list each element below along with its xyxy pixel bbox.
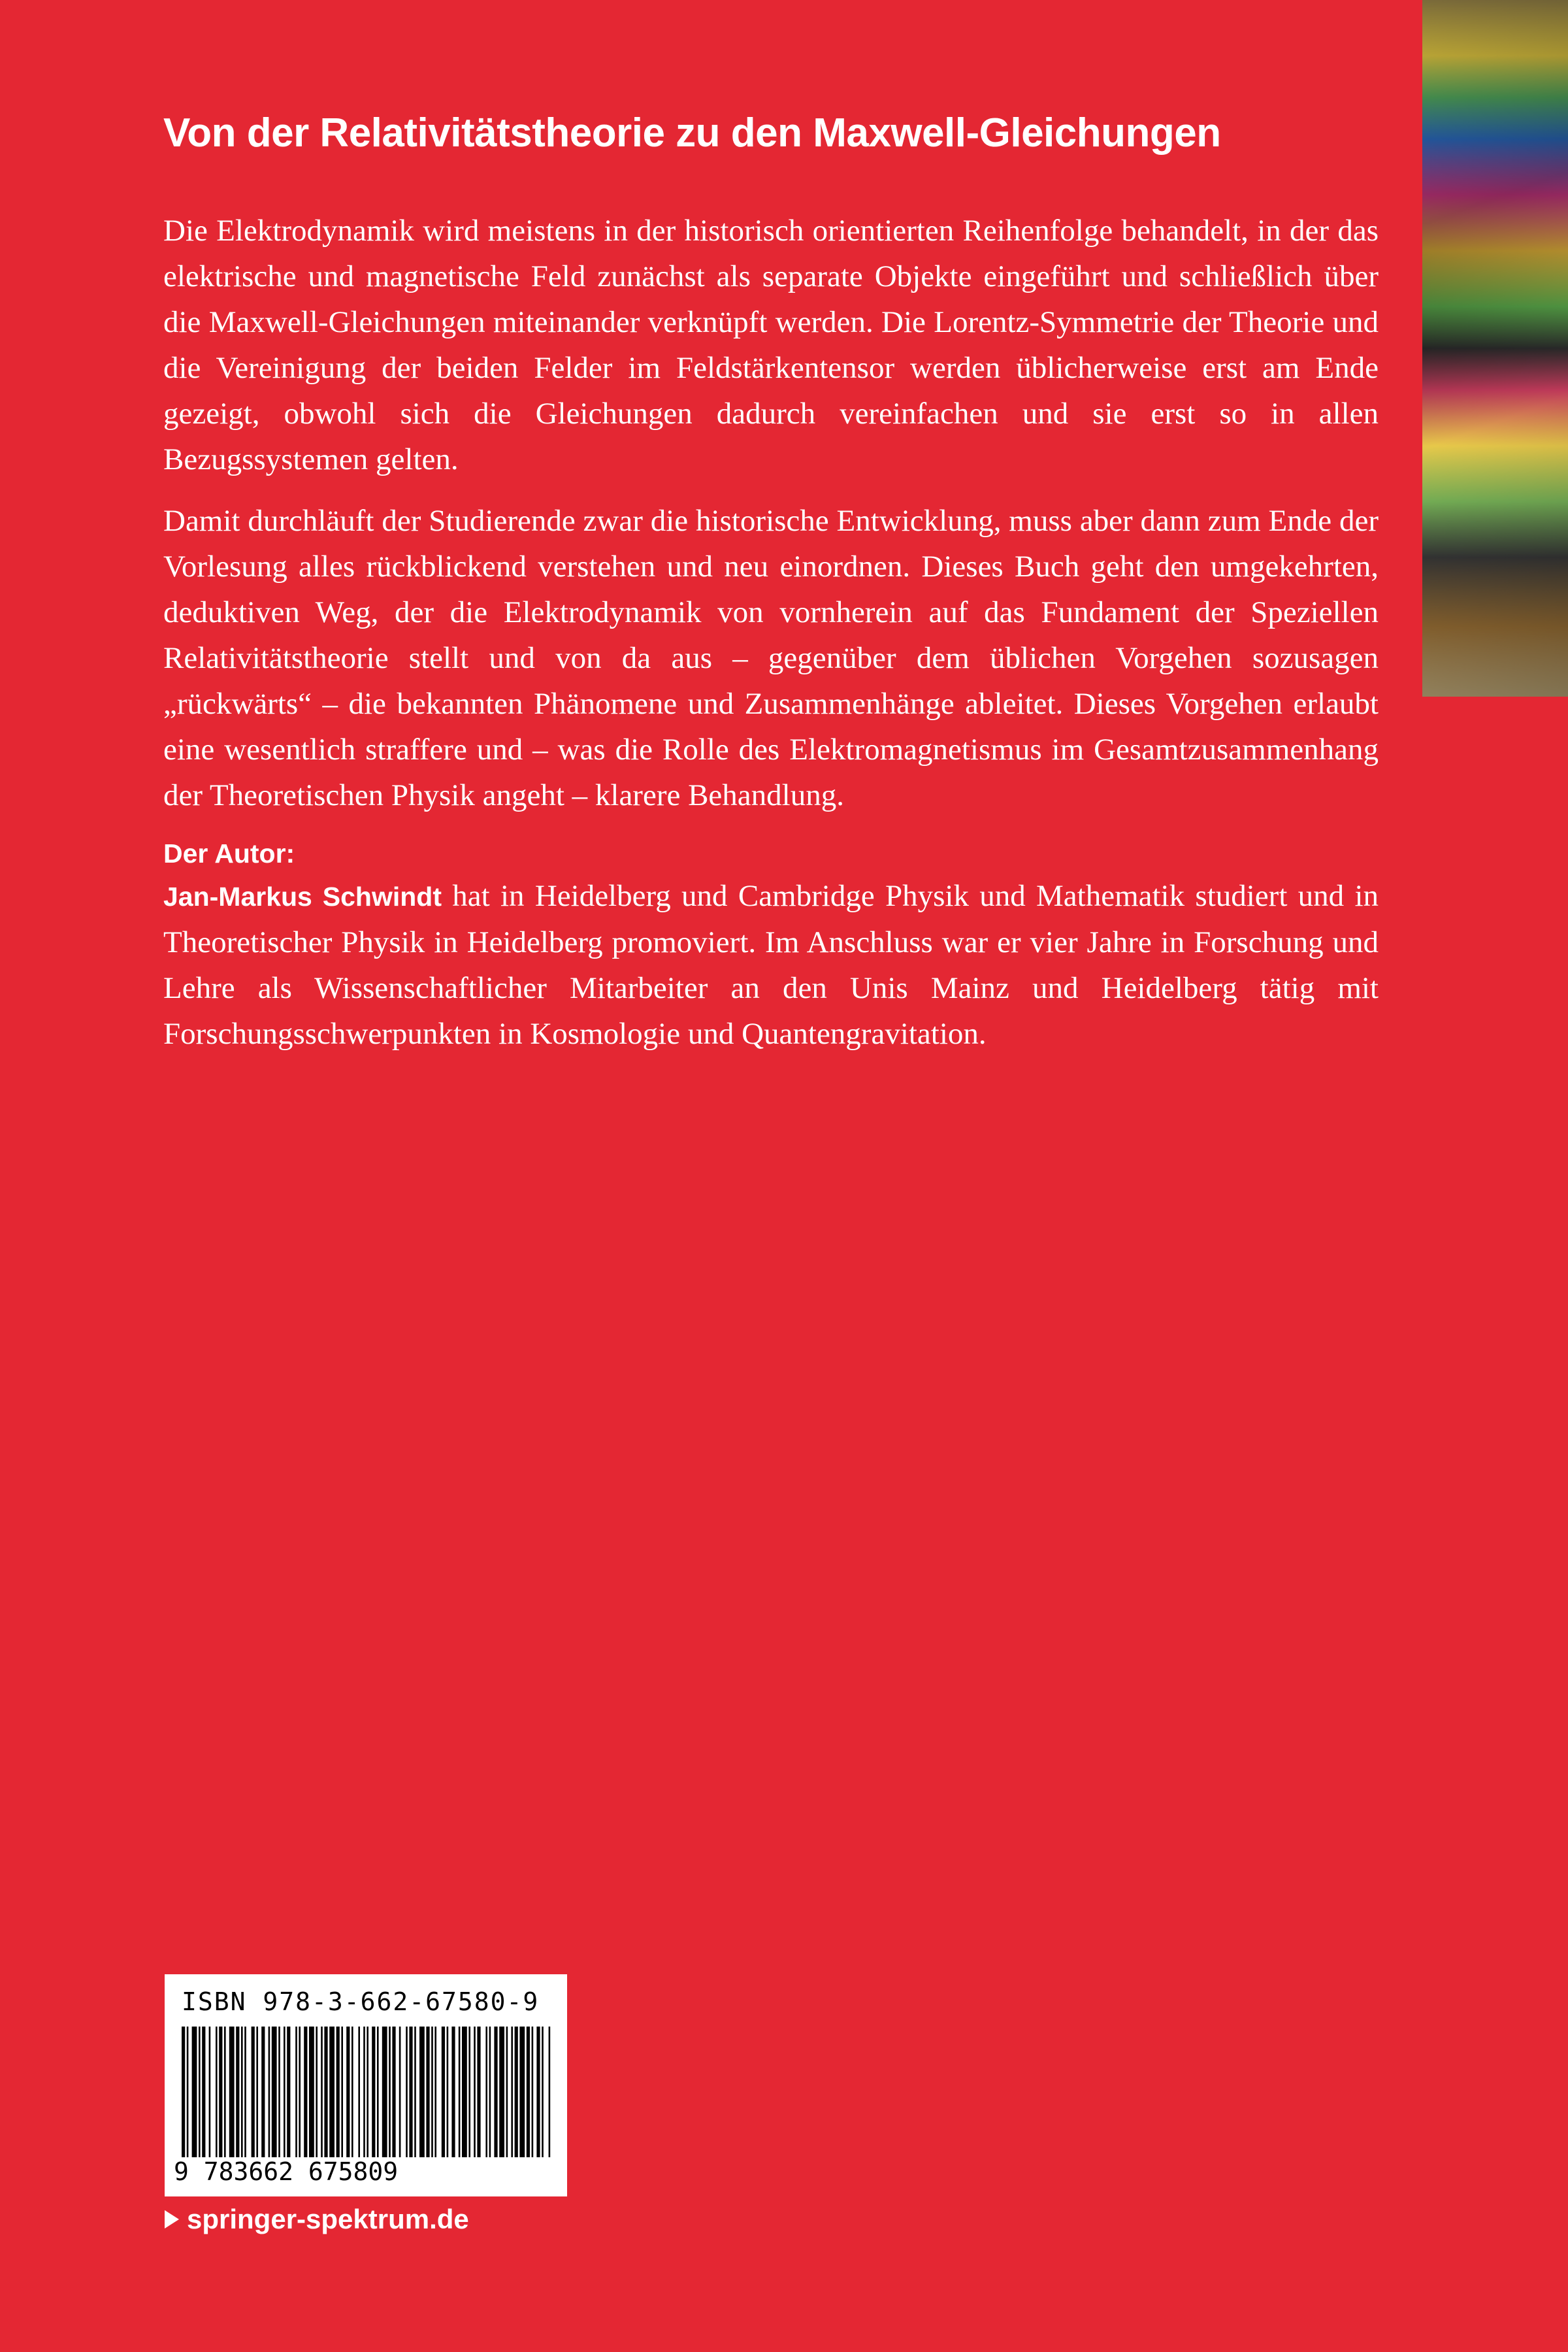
barcode-bar bbox=[269, 2027, 270, 2157]
barcode-bar bbox=[515, 2027, 518, 2157]
barcode-bar bbox=[392, 2027, 395, 2157]
barcode-bar bbox=[304, 2027, 307, 2157]
barcode-bar bbox=[316, 2027, 318, 2157]
barcode-bar bbox=[409, 2027, 412, 2157]
barcode-bar bbox=[182, 2027, 185, 2157]
barcode-bar bbox=[532, 2027, 534, 2157]
barcode-bar bbox=[229, 2027, 235, 2157]
barcode-bar bbox=[299, 2027, 301, 2157]
triangle-arrow-icon bbox=[165, 2210, 179, 2228]
blurb bbox=[163, 208, 1379, 1057]
barcode-bar bbox=[406, 2027, 408, 2157]
rainbow-strip-image bbox=[1422, 0, 1568, 697]
barcode-bar bbox=[451, 2027, 455, 2157]
barcode-bar bbox=[329, 2027, 335, 2157]
barcode-bar bbox=[351, 2027, 353, 2157]
barcode-bar bbox=[414, 2027, 416, 2157]
barcode-bar bbox=[336, 2027, 340, 2157]
barcode-icon bbox=[179, 2027, 553, 2170]
blurb-paragraph-2: Damit durchläuft der Studierende zwar die historische Entwicklung, muss aber dann zum Ende der Vorlesung alles rückblickend verstehen und neu einordnen. Dieses Buch geht den umgekehrten, deduktiven Weg, der die Elektrodynamik von vornherein auf das Fundament der Speziellen Relativitätstheorie stellt und von da aus – gegenüber dem üblichen Vorgehen sozusagen „rückwärts“ – die bekannten Phänomene und Zusammenhänge ableitet. Dieses Vorgehen erlaubt eine wesentlich straffere und – was die Rolle des Elektromagnetismus im Gesamtzusammenhang der Theoretischen Physik angeht – klarere Behandlung. bbox=[163, 504, 1379, 812]
barcode-bar bbox=[278, 2027, 280, 2157]
book-title: Von der Relativitätstheorie zu den Maxwell-Gleichungen bbox=[163, 110, 1221, 156]
barcode-bar bbox=[419, 2027, 425, 2157]
barcode-bar bbox=[363, 2027, 365, 2157]
barcode-bar bbox=[511, 2027, 513, 2157]
barcode-bar bbox=[358, 2027, 360, 2157]
barcode-bar bbox=[295, 2027, 297, 2157]
barcode-bar bbox=[244, 2027, 246, 2157]
barcode-bar bbox=[324, 2027, 327, 2157]
author-heading: Der Autor: bbox=[163, 838, 295, 869]
barcode-bar bbox=[426, 2027, 429, 2157]
barcode-bar bbox=[499, 2027, 504, 2157]
barcode-digits: 9 783662 675809 bbox=[174, 2157, 399, 2186]
barcode-bar bbox=[494, 2027, 497, 2157]
barcode-bar bbox=[309, 2027, 314, 2157]
barcode-bar bbox=[431, 2027, 433, 2157]
barcode-bar bbox=[192, 2027, 197, 2157]
author-section bbox=[163, 834, 1379, 1057]
barcode-bar bbox=[447, 2027, 449, 2157]
author-bio-text: hat in Heidelberg und Cambridge Physik und Mathematik studiert und in Theoretischer Physik in Heidelberg promoviert. Im Anschluss war er vier Jahre in Forschung und Lehre als Wissenschaftlicher Mitarbeiter an den Unis Mainz und Heidelberg tätig mit Forschungsschwerpunkten in Kosmologie und Quantengravitation. bbox=[163, 879, 1379, 1051]
publisher-website[interactable] bbox=[165, 2204, 469, 2235]
barcode-bar bbox=[468, 2027, 470, 2157]
barcode-bar bbox=[256, 2027, 258, 2157]
barcode-bar bbox=[199, 2027, 201, 2157]
barcode-bar bbox=[459, 2027, 461, 2157]
barcode-bar bbox=[442, 2027, 445, 2157]
barcode-bar bbox=[489, 2027, 491, 2157]
barcode-bar bbox=[477, 2027, 480, 2157]
author-bio bbox=[163, 873, 1379, 1057]
barcode-bar bbox=[261, 2027, 265, 2157]
barcode-bar bbox=[389, 2027, 391, 2157]
barcode-bar bbox=[287, 2027, 290, 2157]
barcode-bar bbox=[346, 2027, 350, 2157]
barcode-bar bbox=[284, 2027, 286, 2157]
isbn-label: ISBN 978-3-662-67580-9 bbox=[182, 1987, 540, 2016]
website-label: springer-spektrum.de bbox=[187, 2204, 469, 2234]
barcode-bar bbox=[519, 2027, 525, 2157]
barcode-bar bbox=[527, 2027, 530, 2157]
author-name: Jan-Markus Schwindt bbox=[163, 882, 442, 912]
barcode-bar bbox=[485, 2027, 487, 2157]
barcode-bar bbox=[542, 2027, 544, 2157]
barcode-bar bbox=[377, 2027, 379, 2157]
barcode-bar bbox=[506, 2027, 508, 2157]
barcode-bar bbox=[434, 2027, 436, 2157]
barcode-bar bbox=[236, 2027, 239, 2157]
barcode-bar bbox=[224, 2027, 226, 2157]
barcode-bar bbox=[321, 2027, 323, 2157]
barcode-bar bbox=[187, 2027, 189, 2157]
barcode-bar bbox=[367, 2027, 368, 2157]
blurb-paragraph-1: Die Elektrodynamik wird meistens in der historisch orientierten Reihenfolge behandelt, in der das elektrische und magnetische Feld zunächst als separate Objekte eingeführt und schließlich über die Maxwell-Gleichungen miteinander verknüpft werden. Die Lorentz-Symmetrie der Theorie und die Vereinigung der beiden Felder im Feldstärkentensor werden üblicherweise erst am Ende gezeigt, obwohl sich die Gleichungen dadurch vereinfachen und sie erst so in allen Bezugssystemen gelten. bbox=[163, 214, 1379, 476]
barcode-bar bbox=[209, 2027, 211, 2157]
barcode-bar bbox=[462, 2027, 467, 2157]
barcode-bar bbox=[252, 2027, 255, 2157]
barcode-bar bbox=[372, 2027, 375, 2157]
barcode-bar bbox=[341, 2027, 343, 2157]
barcode-bar bbox=[474, 2027, 476, 2157]
barcode-bar bbox=[272, 2027, 277, 2157]
barcode-bar bbox=[536, 2027, 540, 2157]
barcode-bar bbox=[399, 2027, 401, 2157]
barcode-bar bbox=[382, 2027, 387, 2157]
barcode-bar bbox=[219, 2027, 222, 2157]
barcode-bar bbox=[216, 2027, 218, 2157]
barcode-bar bbox=[202, 2027, 205, 2157]
barcode-bar bbox=[241, 2027, 243, 2157]
isbn-barcode-box bbox=[165, 1974, 567, 2196]
barcode-bar bbox=[549, 2027, 551, 2157]
